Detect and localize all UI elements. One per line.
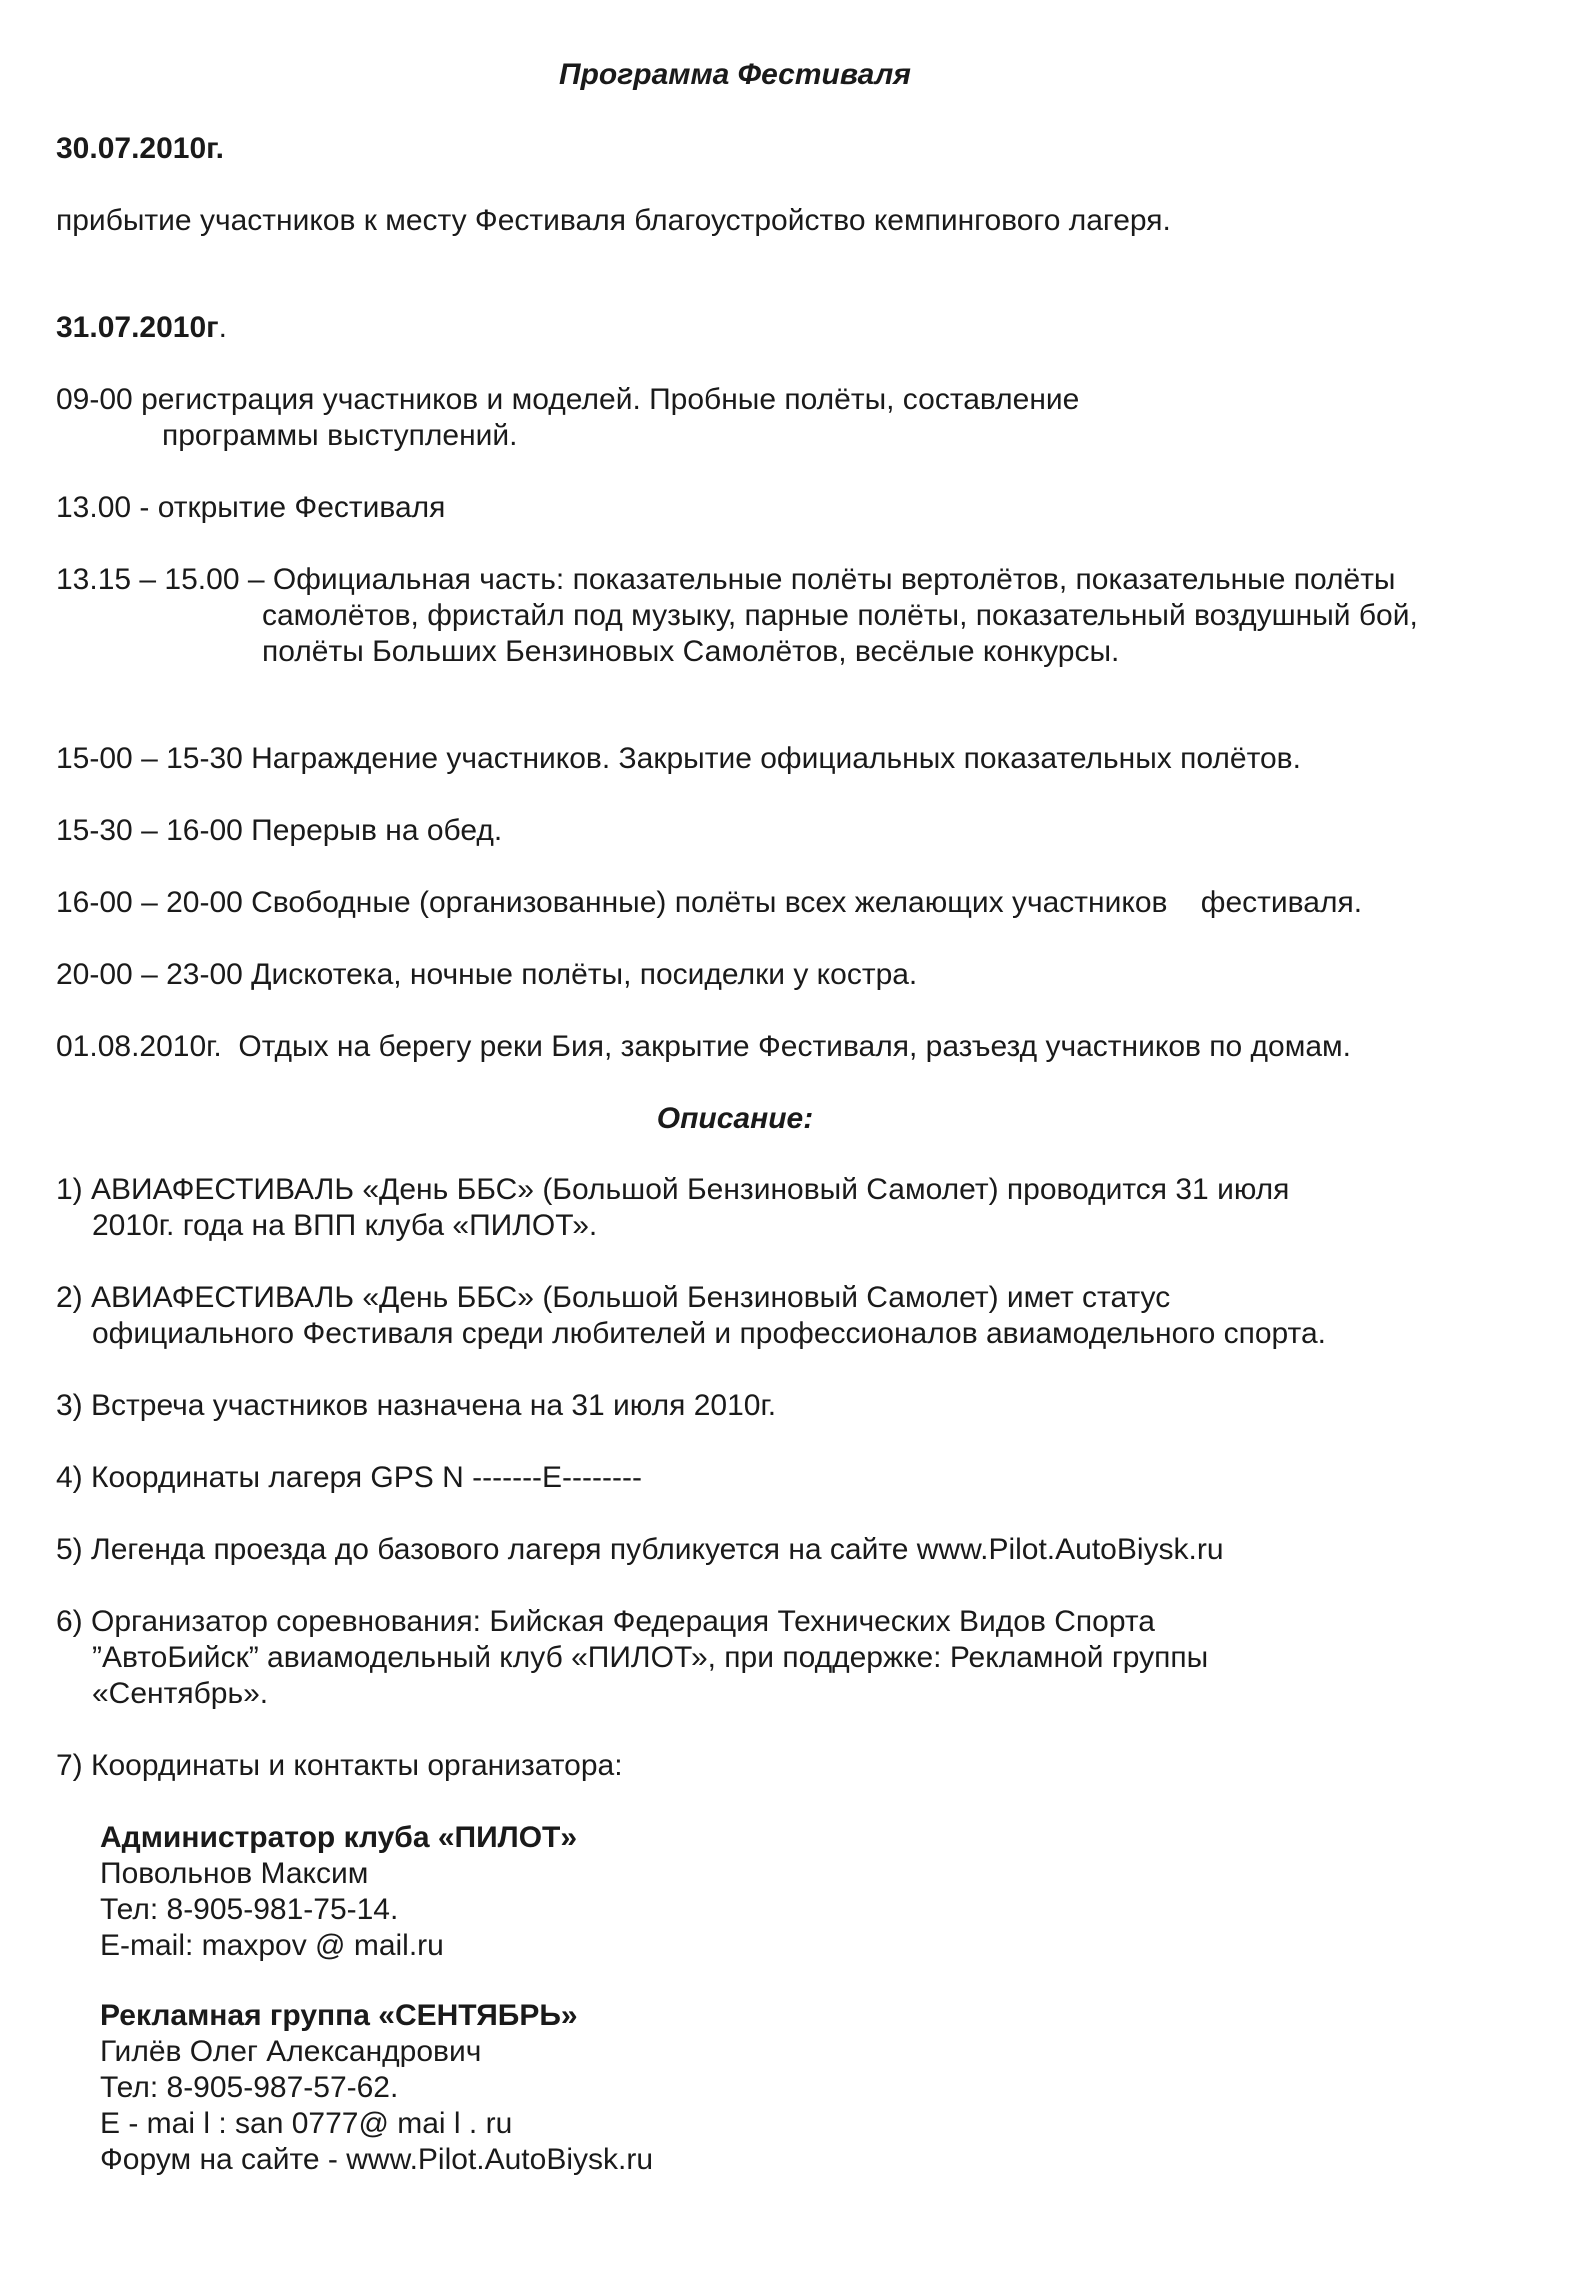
contact-heading: Администратор клуба «ПИЛОТ» — [100, 1821, 578, 1854]
description-item — [56, 1388, 1556, 1424]
schedule-item — [56, 957, 1556, 993]
day1-date: 30.07.2010г. — [56, 132, 224, 165]
contact-heading: Рекламная группа «СЕНТЯБРЬ» — [100, 1999, 578, 2032]
description-line: 2) АВИАФЕСТИВАЛЬ «День ББС» (Большой Бензиновый Самолет) имет статус — [56, 1281, 1171, 1314]
schedule-item — [56, 885, 1556, 921]
schedule-line: 16-00 – 20-00 Свободные (организованные) полёты всех желающих участников фестиваля. — [56, 886, 1363, 919]
schedule-line: 15-00 – 15-30 Награждение участников. Закрытие официальных показательных полётов. — [56, 742, 1301, 775]
description-line: ”АвтоБийск” авиамодельный клуб «ПИЛОТ», при поддержке: Рекламной группы — [92, 1641, 1209, 1674]
description-line: 1) АВИАФЕСТИВАЛЬ «День ББС» (Большой Бензиновый Самолет) проводится 31 июля — [56, 1173, 1290, 1206]
schedule-line: самолётов, фристайл под музыку, парные полёты, показательный воздушный бой, — [262, 599, 1418, 632]
schedule-line: полёты Больших Бензиновых Самолётов, весёлые конкурсы. — [262, 635, 1120, 668]
description-line: 7) Координаты и контакты организатора: — [56, 1749, 623, 1782]
description-line: «Сентябрь». — [92, 1677, 269, 1710]
schedule-line: 13.15 – 15.00 – Официальная часть: показательные полёты вертолётов, показательные полёты — [56, 563, 1396, 596]
description-item — [56, 1280, 1556, 1352]
contact-phone: Тел: 8-905-987-57-62. — [100, 2071, 399, 2104]
day2-date-line — [56, 310, 1556, 346]
description-item — [56, 1604, 1556, 1712]
description-line: 5) Легенда проезда до базового лагеря публикуется на сайте www.Pilot.AutoBiysk.ru — [56, 1533, 1224, 1566]
schedule-item — [56, 382, 1556, 454]
description-line: 3) Встреча участников назначена на 31 июля 2010г. — [56, 1389, 777, 1422]
description-item — [56, 1460, 1556, 1496]
schedule-item — [56, 813, 1556, 849]
description-line: официального Фестиваля среди любителей и профессионалов авиамодельного спорта. — [92, 1317, 1326, 1350]
schedule-item — [56, 562, 1556, 670]
contact-phone: Тел: 8-905-981-75-14. — [100, 1893, 399, 1926]
schedule-line: 01.08.2010г. Отдых на берегу реки Бия, закрытие Фестиваля, разъезд участников по домам. — [56, 1030, 1352, 1063]
day1-text: прибытие участников к месту Фестиваля благоустройство кемпингового лагеря. — [56, 204, 1171, 237]
description-title: Описание: — [656, 1102, 814, 1135]
contact-email: E - mai l : san 0777@ mai l . ru — [100, 2107, 513, 2140]
contact-block-ad-group — [100, 1998, 1500, 2178]
schedule-line: 13.00 - открытие Фестиваля — [56, 491, 446, 524]
contact-name: Гилёв Олег Александрович — [100, 2035, 482, 2068]
schedule-line: 09-00 регистрация участников и моделей. Пробные полёты, составление — [56, 383, 1080, 416]
contact-forum: Форум на сайте - www.Pilot.AutoBiysk.ru — [100, 2143, 654, 2176]
day2-date-suffix: . — [218, 311, 227, 344]
contact-name: Повольнов Максим — [100, 1857, 369, 1890]
schedule-item — [56, 1029, 1556, 1065]
schedule-item — [56, 490, 1556, 526]
schedule-line: 15-30 – 16-00 Перерыв на обед. — [56, 814, 503, 847]
contact-block-club-admin — [100, 1820, 1500, 1964]
description-item — [56, 1748, 1556, 1784]
description-line: 2010г. года на ВПП клуба «ПИЛОТ». — [92, 1209, 598, 1242]
schedule-line: 20-00 – 23-00 Дискотека, ночные полёты, посиделки у костра. — [56, 958, 918, 991]
schedule-item — [56, 741, 1556, 777]
program-title: Программа Фестиваля — [559, 58, 911, 91]
day2-date: 31.07.2010г — [56, 311, 219, 344]
description-line: 4) Координаты лагеря GPS N -------E-------- — [56, 1461, 642, 1494]
schedule-line: программы выступлений. — [162, 419, 518, 452]
description-item — [56, 1172, 1556, 1244]
contact-email: E-mail: maxpov @ mail.ru — [100, 1929, 444, 1962]
description-item — [56, 1532, 1556, 1568]
description-line: 6) Организатор соревнования: Бийская Федерация Технических Видов Спорта — [56, 1605, 1155, 1638]
